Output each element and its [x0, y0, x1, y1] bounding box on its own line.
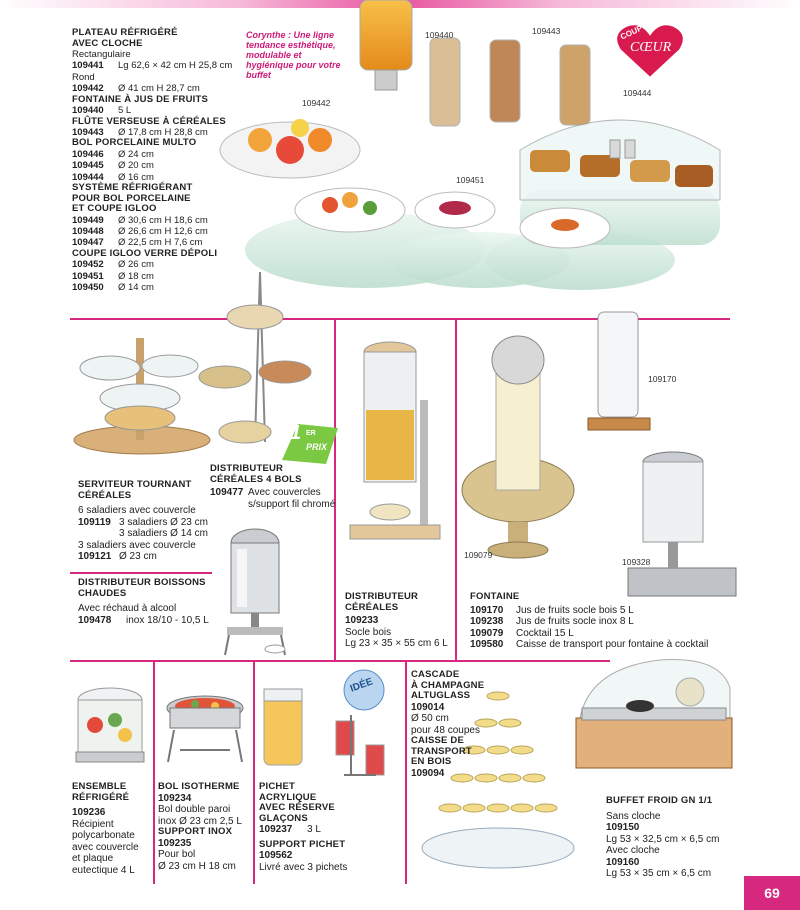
buffet-froid-block — [606, 796, 740, 880]
cascade-title-4: CAISSE DE — [411, 735, 465, 746]
spec-row — [72, 83, 247, 94]
buffet-line: Sans cloche — [606, 810, 661, 822]
boissons-chaudes-photo — [215, 525, 295, 660]
image-tag: 109442 — [302, 98, 331, 108]
buffet-froid-photo — [570, 648, 740, 788]
coup-de-coeur-badge — [614, 20, 686, 82]
ensemble-line: avec couvercle — [72, 841, 139, 853]
ensemble-refrigere-block — [72, 782, 154, 876]
product-code: 109452 — [72, 259, 104, 271]
product-code: 109450 — [72, 282, 104, 294]
product-code: 109079 — [470, 627, 504, 639]
product-code: 109448 — [72, 226, 104, 238]
idee-text: IDÉE — [348, 676, 375, 695]
product-code: 109447 — [72, 237, 104, 249]
distcer-title-2: CÉRÉALES — [345, 601, 399, 613]
spec-heading: SYSTÈME RÉFRIGÉRANT — [72, 182, 193, 194]
spec-heading: POUR BOL PORCELAINE — [72, 192, 191, 204]
corynthe-slogan: Corynthe : Une ligne tendance esthétique, modulable et hygiénique pour votre buffet — [246, 30, 341, 80]
spec-dimension: Ø 41 cm H 28,7 cm — [118, 83, 200, 95]
premier-prix-number: 1 — [290, 422, 302, 444]
spec-row — [72, 105, 247, 116]
page-number: 69 — [744, 876, 800, 910]
bol-line: inox Ø 23 cm 2,5 L — [158, 815, 242, 827]
spec-dimension: Ø 26,6 cm H 12,6 cm — [118, 226, 208, 238]
fontaine-block — [470, 592, 740, 651]
spec-dimension: Ø 26 cm — [118, 259, 154, 271]
heart-badge-top: COUP — [619, 23, 644, 42]
product-code: 109121 — [78, 551, 112, 562]
product-code: 109235 — [158, 837, 192, 849]
spec-dimension: Ø 22,5 cm H 7,6 cm — [118, 237, 203, 249]
product-code: 109170 — [470, 604, 504, 616]
bol-isotherme-block — [158, 782, 253, 872]
product-code: 109445 — [72, 160, 104, 172]
spec-subtype: Rectangulaire — [72, 49, 131, 60]
premier-prix-badge — [278, 420, 342, 468]
divider-middle — [70, 660, 610, 662]
distributeur-cereales-photo — [345, 330, 445, 550]
spec-dimension: Ø 14 cm — [118, 282, 154, 294]
product-code: 109119 — [78, 516, 111, 528]
fontaine-rows — [470, 605, 740, 651]
pichet-title-1: PICHET — [259, 781, 296, 792]
bol-title-2: SUPPORT INOX — [158, 826, 233, 837]
spec-row — [72, 215, 247, 226]
pichet-title-2: ACRYLIQUE — [259, 791, 317, 803]
cascade-title-1: CASCADE — [411, 669, 460, 680]
divider-v2 — [455, 320, 457, 660]
spec-dimension: Lg 62,6 × 42 cm H 25,8 cm — [118, 60, 233, 72]
cascade-title-6: EN BOIS — [411, 756, 452, 767]
distrib4-title-1: DISTRIBUTEUR — [210, 463, 284, 474]
product-code: 109094 — [411, 767, 445, 779]
pichet-dim: 3 L — [307, 824, 321, 835]
image-tag: 109079 — [464, 550, 493, 560]
serviteur-title-1: SERVITEUR TOURNANT — [78, 479, 192, 490]
product-code: 109440 — [72, 105, 104, 117]
boissons-title-1: DISTRIBUTEUR BOISSONS — [78, 577, 206, 588]
image-tag: 109444 — [623, 88, 652, 98]
bol-title-1: BOL ISOTHERME — [158, 781, 240, 792]
image-tag: 109451 — [456, 175, 485, 185]
pichet-title-4: GLAÇONS — [259, 812, 308, 824]
cascade-line: pour 48 coupes — [411, 724, 480, 736]
product-code: 109441 — [72, 60, 104, 72]
fontaine-title: FONTAINE — [470, 591, 520, 602]
boissons-chaudes-block — [78, 578, 218, 626]
bol-line: Ø 23 cm H 18 cm — [158, 860, 236, 872]
spec-heading: FONTAINE À JUS DE FRUITS — [72, 93, 209, 105]
product-code: 109444 — [72, 171, 104, 183]
bol-isotherme-photo — [160, 690, 250, 770]
fontaine-desc: Cocktail 15 L — [516, 627, 574, 639]
cascade-title-2: À CHAMPAGNE — [411, 679, 485, 691]
product-code: 109442 — [72, 83, 104, 95]
spec-dimension: Ø 20 cm — [118, 160, 154, 172]
distributeur-4-bols-block — [210, 464, 340, 510]
product-code: 109562 — [259, 850, 293, 861]
product-code: 109477 — [210, 487, 244, 498]
spec-heading: FLÛTE VERSEUSE À CÉRÉALES — [72, 115, 226, 127]
product-code: 109234 — [158, 792, 192, 804]
fontaine-row — [470, 628, 740, 640]
fontaine-desc: Caisse de transport pour fontaine à cocktail — [516, 639, 709, 650]
serviteur-dim: 3 saladiers Ø 14 cm — [119, 528, 208, 539]
ensemble-line: eutectique 4 L — [72, 864, 135, 876]
spec-dimension: 5 L — [118, 105, 132, 117]
distrib4-desc: s/support fil chromé — [248, 498, 336, 510]
spec-row — [72, 160, 247, 171]
product-code: 109236 — [72, 807, 106, 818]
distrib4-title-2: CÉRÉALES 4 BOLS — [210, 473, 302, 485]
spec-heading: COUPE IGLOO VERRE DÉPOLI — [72, 247, 218, 259]
image-tag: 109328 — [622, 557, 651, 567]
premier-prix-suffix: ER — [306, 430, 316, 437]
serviteur-dim: Ø 23 cm — [119, 551, 157, 562]
image-tag: 109170 — [648, 374, 677, 384]
spec-heading: ET COUPE IGLOO — [72, 203, 157, 215]
distcer-desc: Socle bois — [345, 626, 392, 638]
buffet-line: Avec cloche — [606, 845, 660, 856]
spec-row — [72, 226, 247, 237]
ensemble-title-2: RÉFRIGÉRÉ — [72, 791, 130, 803]
pichet-dim: Livré avec 3 pichets — [259, 861, 348, 873]
pichet-title-5: SUPPORT PICHET — [259, 838, 346, 850]
ensemble-line: Récipient — [72, 818, 114, 830]
spec-dimension: Ø 16 cm — [118, 171, 154, 183]
distcer-title-1: DISTRIBUTEUR — [345, 591, 419, 602]
divider-v5 — [405, 662, 407, 884]
distributeur-cereales-block — [345, 592, 455, 650]
spec-heading: PLATEAU RÉFRIGÉRÉ — [72, 27, 178, 38]
product-code: 109580 — [470, 639, 504, 650]
fontaine-row — [470, 605, 740, 617]
boissons-title-2: CHAUDES — [78, 587, 127, 599]
product-code: 109478 — [78, 614, 112, 626]
product-code: 109150 — [606, 822, 640, 833]
cascade-block — [411, 670, 496, 779]
serviteur-title-2: CÉRÉALES — [78, 489, 132, 501]
fontaine-row — [470, 616, 740, 628]
product-code: 109238 — [470, 616, 504, 627]
product-code: 109451 — [72, 270, 104, 282]
premier-prix-text: PRIX — [306, 442, 328, 452]
idee-badge — [338, 668, 390, 712]
boissons-line: Avec réchaud à alcool — [78, 603, 177, 614]
bol-line: Pour bol — [158, 849, 196, 860]
product-code: 109449 — [72, 214, 104, 226]
divider-v4 — [253, 662, 255, 884]
product-code: 109160 — [606, 856, 640, 868]
serviteur-line: 6 saladiers avec couvercle — [78, 505, 196, 516]
pichet-title-3: AVEC RÉSERVE — [259, 802, 335, 813]
fontaine-desc: Jus de fruits socle inox 8 L — [516, 616, 634, 627]
spec-dimension: Ø 18 cm — [118, 270, 154, 282]
product-code: 109237 — [259, 824, 293, 835]
spec-dimension: Ø 24 cm — [118, 148, 154, 160]
buffet-title: BUFFET FROID GN 1/1 — [606, 795, 713, 806]
cascade-line: Ø 50 cm — [411, 713, 449, 724]
cascade-title-5: TRANSPORT — [411, 745, 472, 757]
corynthe-spec-list — [72, 28, 247, 294]
product-code: 109446 — [72, 148, 104, 160]
buffet-dim: Lg 53 × 32,5 cm × 6,5 cm — [606, 833, 720, 845]
product-code: 109014 — [411, 701, 445, 713]
serviteur-line: 3 saladiers avec couvercle — [78, 539, 196, 551]
spec-row — [72, 60, 247, 71]
ensemble-refrigere-photo — [70, 680, 150, 770]
distcer-desc: Lg 23 × 35 × 55 cm 6 L — [345, 638, 448, 649]
bol-line: Bol double paroi — [158, 804, 231, 815]
image-tag: 109443 — [532, 26, 561, 36]
cascade-title-3: ALTUGLASS — [411, 690, 471, 701]
ensemble-line: et plaque — [72, 853, 114, 864]
image-tag: 109440 — [425, 30, 454, 40]
divider-small — [70, 572, 212, 574]
fontaine-photos — [458, 300, 738, 600]
product-code: 109233 — [345, 615, 379, 626]
spec-heading: BOL PORCELAINE MULTO — [72, 137, 197, 149]
ensemble-title-1: ENSEMBLE — [72, 781, 127, 792]
distrib4-desc: Avec couvercles — [248, 487, 321, 498]
spec-heading: AVEC CLOCHE — [72, 37, 143, 49]
boissons-dim: inox 18/10 - 10,5 L — [126, 614, 209, 626]
product-code: 109443 — [72, 127, 104, 139]
fontaine-desc: Jus de fruits socle bois 5 L — [516, 604, 634, 616]
spec-dimension: Ø 30,6 cm H 18,6 cm — [118, 214, 208, 226]
serviteur-tournant-block — [78, 480, 218, 563]
spec-row — [72, 149, 247, 160]
pichet-block — [259, 782, 404, 873]
heart-badge-main: CŒUR — [630, 40, 672, 55]
buffet-dim: Lg 53 × 35 cm × 6,5 cm — [606, 868, 712, 879]
spec-dimension: Ø 17,8 cm H 28,8 cm — [118, 127, 208, 139]
ensemble-line: polycarbonate — [72, 830, 135, 841]
spec-subtype: Rond — [72, 71, 95, 83]
serviteur-dim: 3 saladiers Ø 23 cm — [119, 516, 208, 528]
